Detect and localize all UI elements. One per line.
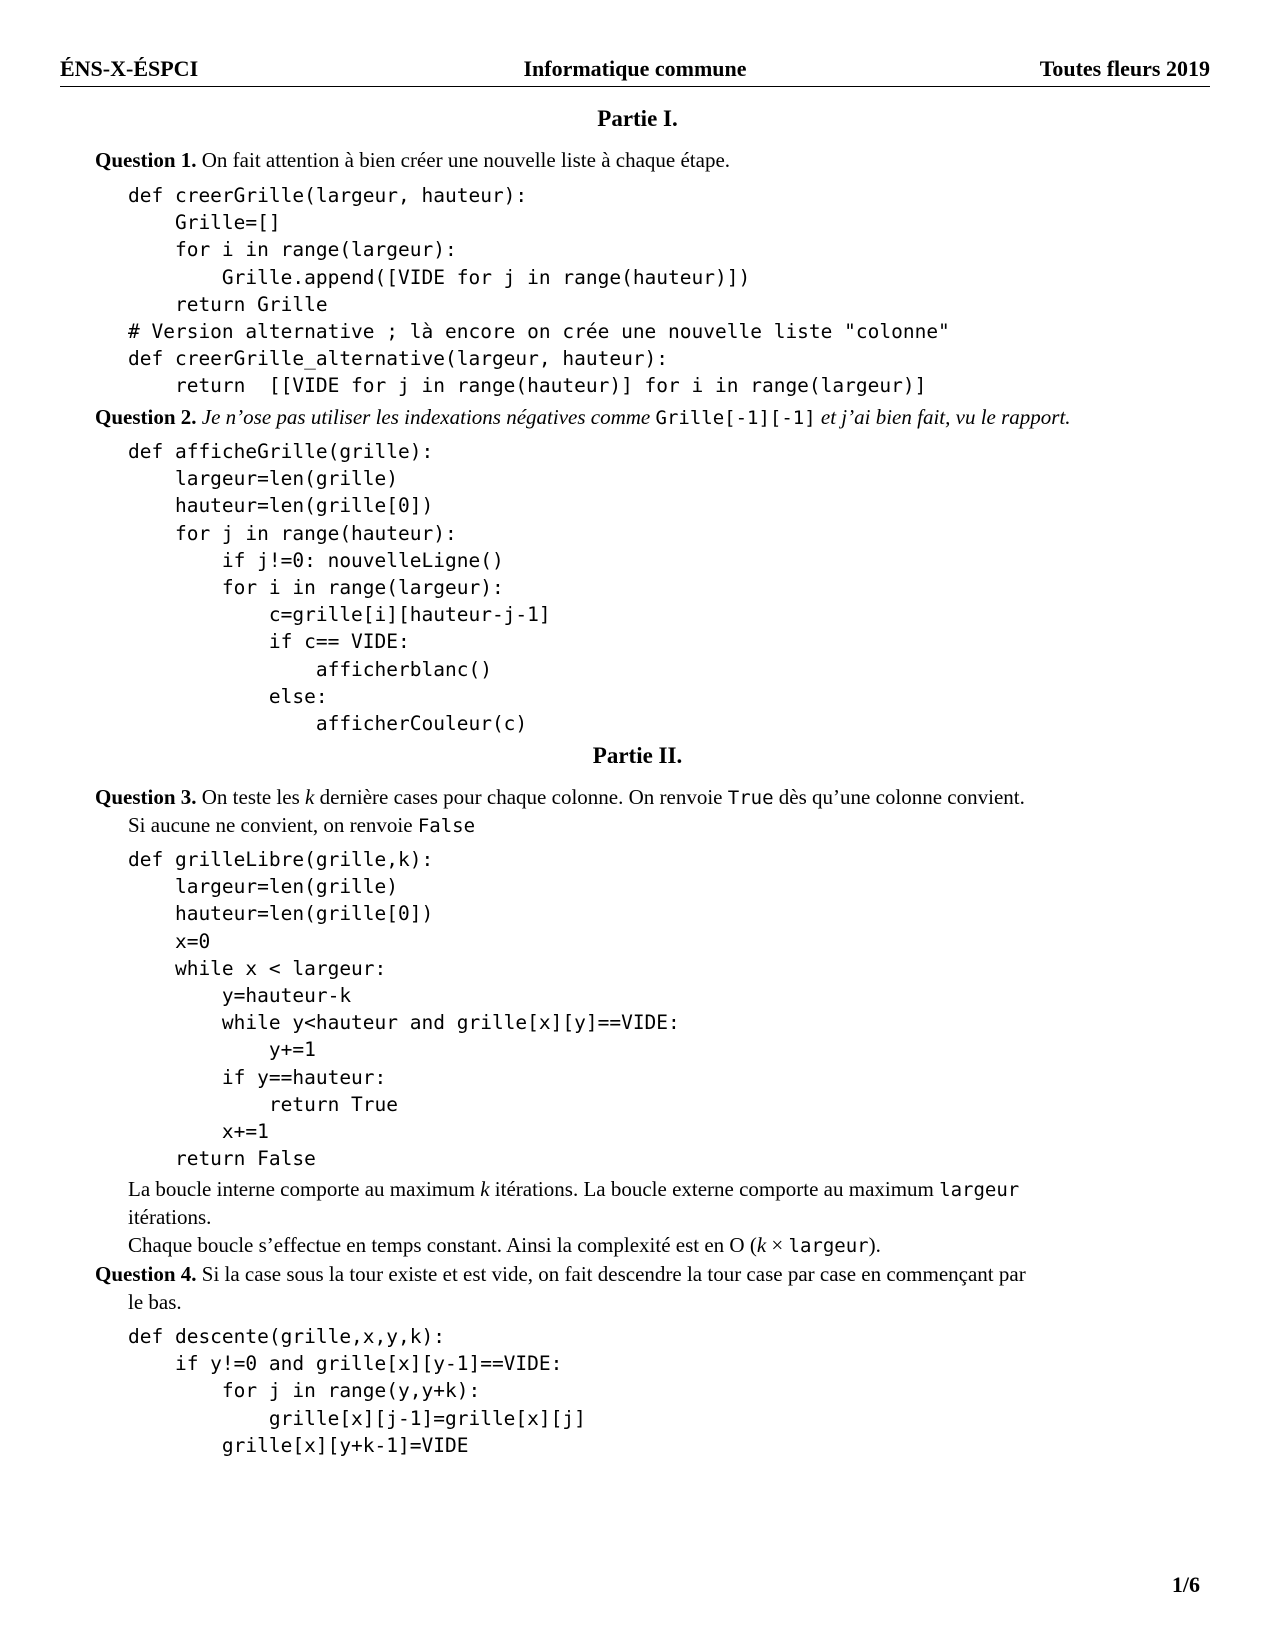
after2-code: largeur [788, 1235, 869, 1257]
after1-k: k [480, 1177, 490, 1201]
question-4-line2-text: le bas. [128, 1290, 182, 1314]
after1-line2: itérations. [128, 1205, 212, 1229]
question-4-code: def descente(grille,x,y,k): if y!=0 and grille[x][y-1]==VIDE: for j in range(y,y+k): grille[x][j-1]=grille[x][j] grille[x][y+k-1]=VIDE [128, 1325, 586, 1457]
question-4-label: Question 4. [95, 1262, 197, 1286]
question-3-code: def grilleLibre(grille,k): largeur=len(grille) hauteur=len(grille[0]) x=0 while x < largeur: y=hauteur-k while y<hauteur and grille[x][y]==VIDE: y+=1 if y==hauteur: return True x+=1 return False [128, 848, 680, 1171]
part1-title: Partie I. [597, 106, 678, 131]
after2-k: k [756, 1233, 767, 1257]
question-3-line2-text: Si aucune ne convient, on renvoie [128, 813, 413, 837]
header-right: Toutes fleurs 2019 [1039, 56, 1210, 81]
question-3-text-b: dernière cases pour chaque colonne. On renvoie [319, 785, 723, 809]
after1-b: itérations. La boucle externe comporte au maximum [494, 1177, 934, 1201]
after2-b: ). [868, 1233, 881, 1257]
question-3-k: k [305, 785, 315, 809]
after2-times: × [766, 1233, 789, 1257]
question-3 [95, 783, 1210, 812]
question-2-text-b: et j’ai bien fait, vu le rapport. [820, 405, 1071, 429]
question-3-false: False [417, 815, 476, 837]
after1-a: La boucle interne comporte au maximum [128, 1177, 475, 1201]
question-3-label: Question 3. [95, 785, 197, 809]
question-1-label: Question 1. [95, 148, 197, 172]
question-2-label: Question 2. [95, 405, 197, 429]
question-1 [95, 146, 1210, 174]
question-1-code: def creerGrille(largeur, hauteur): Grille=[] for i in range(largeur): Grille.append([VIDE for j in range(hauteur)]) return Grille # Version alternative ; là encore on crée une nouvelle liste "colonne" def creerGrille_alternative(largeur, hauteur): return [[VIDE for j in range(hauteur)] for i in range(largeur)] [128, 184, 950, 398]
header-center: Informatique commune [523, 56, 747, 81]
question-3-text-c: dès qu’une colonne convient. [778, 785, 1025, 809]
question-1-text: On fait attention à bien créer une nouvelle liste à chaque étape. [201, 148, 731, 172]
question-3-line2 [128, 811, 1210, 840]
question-2-inline-code: Grille[-1][-1] [655, 407, 816, 429]
question-3-after-1 [128, 1175, 1210, 1204]
question-3-text-a: On teste les [201, 785, 300, 809]
header-left: ÉNS-X-ÉSPCI [60, 56, 199, 81]
question-2-code: def afficheGrille(grille): largeur=len(grille) hauteur=len(grille[0]) for j in range(hauteur): if j!=0: nouvelleLigne() for i in range(largeur): c=grille[i][hauteur-j-1] if c== VIDE: afficherblanc() else: afficherCouleur(c) [128, 440, 551, 736]
question-4-line2 [128, 1288, 1210, 1316]
question-2 [95, 403, 1210, 432]
question-2-text-a: Je n’ose pas utiliser les indexations négatives comme [201, 405, 651, 429]
question-4 [95, 1260, 1210, 1288]
question-3-after-1-line2 [128, 1203, 1210, 1231]
page-number: 1/6 [1171, 1572, 1200, 1597]
question-4-text: Si la case sous la tour existe et est vide, on fait descendre la tour case par case en commençant par [201, 1262, 1026, 1286]
after2-a: Chaque boucle s’effectue en temps constant. Ainsi la complexité est en O ( [128, 1233, 757, 1257]
after1-code: largeur [939, 1179, 1020, 1201]
question-3-after-2 [128, 1231, 1210, 1260]
question-3-true: True [727, 787, 774, 809]
page-header [60, 56, 1210, 87]
part2-title: Partie II. [592, 743, 683, 768]
